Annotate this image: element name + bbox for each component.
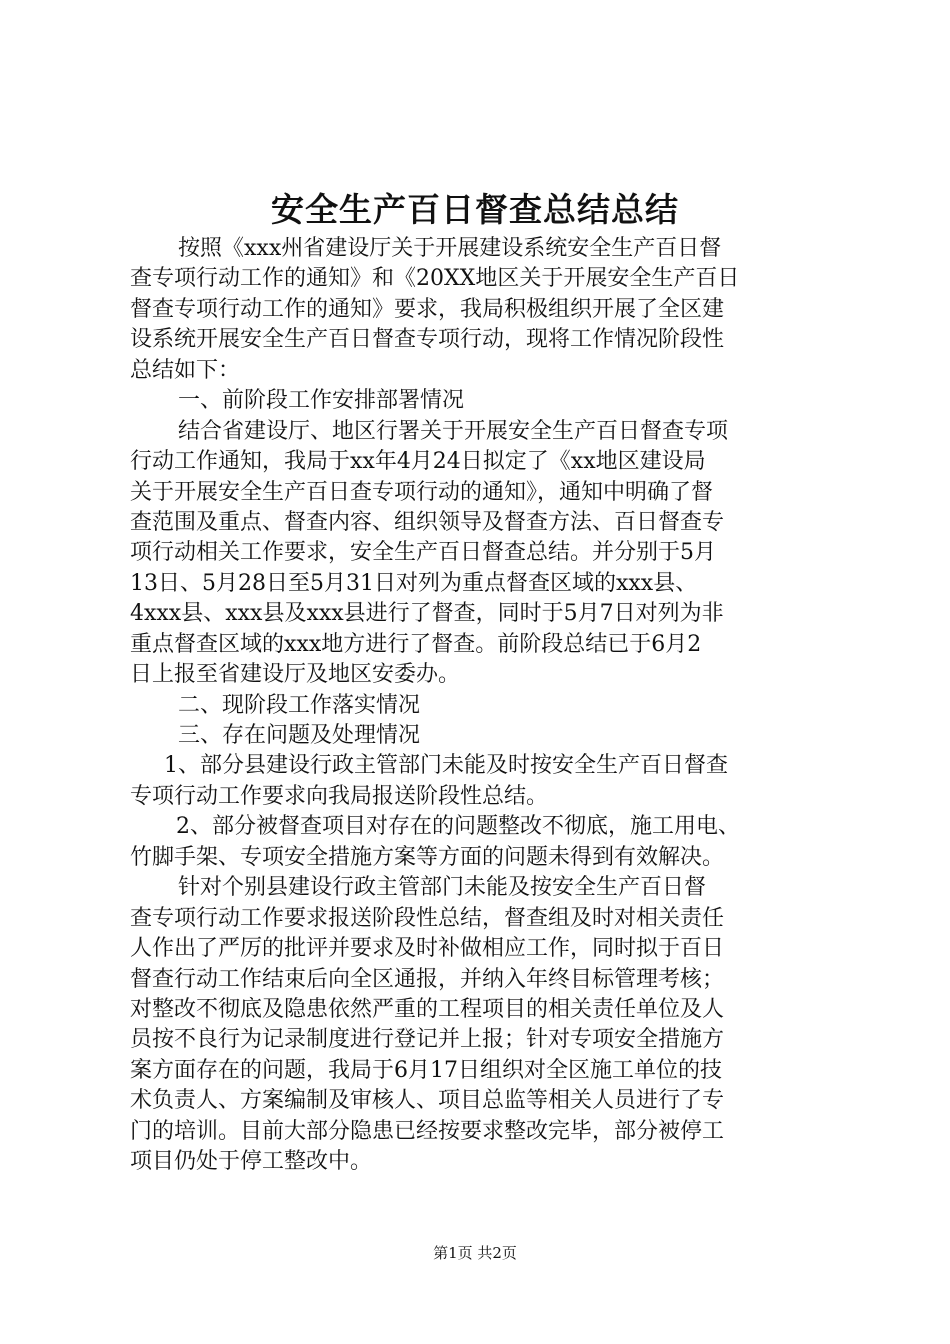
body-line: 13日、5月28日至5月31日对列为重点督查区域的xxx县、 <box>130 570 698 596</box>
body-line: 针对个别县建设行政主管部门未能及按安全生产百日督 <box>178 875 707 901</box>
document-title: 安全生产百日督查总结总结 <box>271 190 679 229</box>
body-line: 结合省建设厅、地区行署关于开展安全生产百日督查专项 <box>178 418 729 444</box>
list-item-1: 1、部分县建设行政主管部门未能及时按安全生产百日督查 <box>164 753 728 779</box>
section-heading-1: 一、前阶段工作安排部署情况 <box>178 388 465 414</box>
body-line: 竹脚手架、专项安全措施方案等方面的问题未得到有效解决。 <box>130 844 725 870</box>
body-line: 案方面存在的问题，我局于6月17日组织对全区施工单位的技 <box>130 1057 722 1083</box>
body-line: 督查专项行动工作的通知》要求，我局积极组织开展了全区建 <box>130 296 725 322</box>
body-line: 查专项行动工作要求报送阶段性总结，督查组及时对相关责任 <box>130 905 725 931</box>
body-line: 员按不良行为记录制度进行登记并上报；针对专项安全措施方 <box>130 1027 725 1053</box>
body-line: 对整改不彻底及隐患依然严重的工程项目的相关责任单位及人 <box>130 996 725 1022</box>
body-line: 按照《xxx州省建设厅关于开展建设系统安全生产百日督 <box>178 236 722 261</box>
body-line: 专项行动工作要求向我局报送阶段性总结。 <box>130 783 549 809</box>
page-number-footer: 第1页 共2页 <box>433 1244 517 1262</box>
section-heading-2: 二、现阶段工作落实情况 <box>178 692 421 718</box>
body-line: 关于开展安全生产百日查专项行动的通知》，通知中明确了督 <box>130 479 714 505</box>
list-item-2: 2、部分被督查项目对存在的问题整改不彻底，施工用电、 <box>176 814 740 840</box>
body-line: 门的培训。目前大部分隐患已经按要求整改完毕，部分被停工 <box>130 1118 725 1144</box>
body-line: 人作出了严厉的批评并要求及时补做相应工作，同时拟于百日 <box>130 936 725 962</box>
body-line: 总结如下： <box>130 357 241 383</box>
body-line: 行动工作通知，我局于xx年4月24日拟定了《xx地区建设局 <box>130 449 706 475</box>
body-line: 术负责人、方案编制及审核人、项目总监等相关人员进行了专 <box>130 1088 725 1114</box>
body-line: 设系统开展安全生产百日督查专项行动，现将工作情况阶段性 <box>130 327 725 353</box>
body-line: 查专项行动工作的通知》和《20XX地区关于开展安全生产百日 <box>130 266 740 292</box>
section-heading-3: 三、存在问题及处理情况 <box>178 723 421 748</box>
document-body <box>130 234 840 1178</box>
body-line: 4xxx县、xxx县及xxx县进行了督查，同时于5月7日对列为非 <box>130 601 724 627</box>
body-line: 日上报至省建设厅及地区安委办。 <box>130 662 461 688</box>
body-line: 项目仍处于停工整改中。 <box>130 1149 373 1175</box>
body-line: 重点督查区域的xxx地方进行了督查。前阶段总结已于6月2 <box>130 631 702 657</box>
body-line: 查范围及重点、督查内容、组织领导及督查方法、百日督查专 <box>130 509 725 535</box>
body-line: 督查行动工作结束后向全区通报，并纳入年终目标管理考核； <box>130 966 725 992</box>
body-line: 项行动相关工作要求，安全生产百日督查总结。并分别于5月 <box>130 540 716 566</box>
